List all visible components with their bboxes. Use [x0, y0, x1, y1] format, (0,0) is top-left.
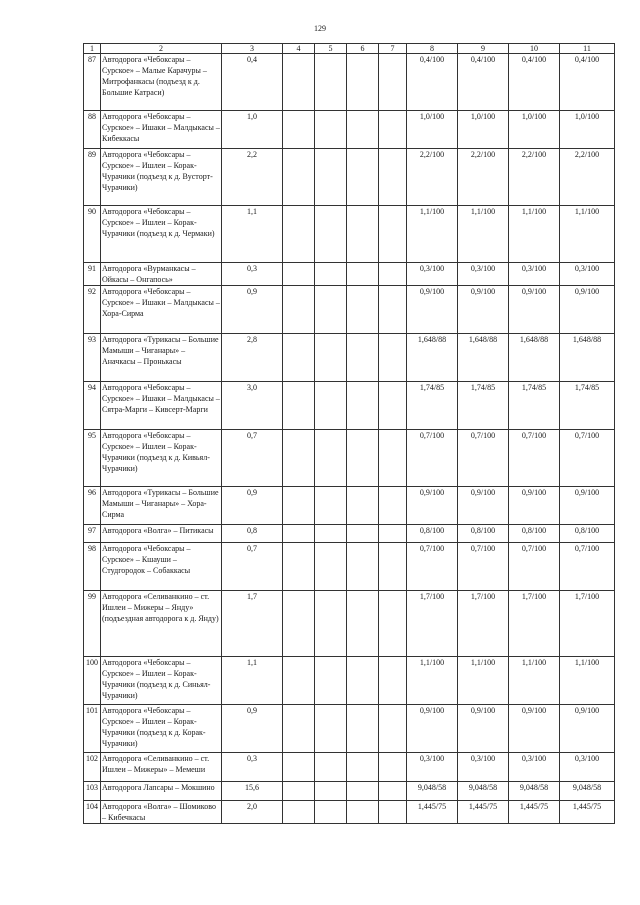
road-name: Автодорога «Чебоксары – Сурское» – Кшауши – Студгородок – Собаккасы — [101, 543, 222, 591]
cell-col-4 — [283, 487, 315, 525]
road-name: Автодорога «Турикасы – Большие Мамыши – Чиганары» – Аначкасы – Пронькасы — [101, 334, 222, 382]
cell-col-9: 1,7/100 — [458, 591, 509, 657]
cell-col-8: 0,7/100 — [407, 430, 458, 487]
table-row — [84, 111, 615, 149]
row-number: 88 — [84, 111, 101, 149]
cell-col-7 — [379, 487, 407, 525]
road-name: Автодорога «Чебоксары – Сурское» – Ишлеи – Корак-Чурачики (подъезд к д. Кивьял-Чурачики) — [101, 430, 222, 487]
cell-col-10: 1,648/88 — [509, 334, 560, 382]
cell-col-11: 0,9/100 — [560, 705, 615, 753]
cell-col-8: 0,7/100 — [407, 543, 458, 591]
cell-col-5 — [315, 263, 347, 286]
cell-col-9: 1,74/85 — [458, 382, 509, 430]
cell-col-6 — [347, 753, 379, 782]
row-number: 90 — [84, 206, 101, 263]
cell-col-5 — [315, 782, 347, 801]
table-row — [84, 487, 615, 525]
row-number: 96 — [84, 487, 101, 525]
cell-col-9: 0,9/100 — [458, 487, 509, 525]
cell-col-8: 1,648/88 — [407, 334, 458, 382]
cell-col-9: 0,3/100 — [458, 263, 509, 286]
table-row — [84, 54, 615, 111]
table-row — [84, 382, 615, 430]
cell-col-5 — [315, 430, 347, 487]
row-number: 95 — [84, 430, 101, 487]
row-number: 103 — [84, 782, 101, 801]
cell-col-8: 1,1/100 — [407, 206, 458, 263]
table-row — [84, 591, 615, 657]
cell-col-10: 1,1/100 — [509, 657, 560, 705]
cell-col-9: 2,2/100 — [458, 149, 509, 206]
column-header: 1 — [84, 44, 101, 54]
cell-col-8: 0,9/100 — [407, 487, 458, 525]
road-length: 0,3 — [222, 263, 283, 286]
cell-col-7 — [379, 334, 407, 382]
cell-col-6 — [347, 782, 379, 801]
table-row — [84, 525, 615, 543]
cell-col-7 — [379, 286, 407, 334]
road-length: 2,0 — [222, 801, 283, 824]
cell-col-4 — [283, 286, 315, 334]
cell-col-11: 1,0/100 — [560, 111, 615, 149]
column-header: 9 — [458, 44, 509, 54]
cell-col-11: 0,7/100 — [560, 430, 615, 487]
table-row — [84, 753, 615, 782]
row-number: 91 — [84, 263, 101, 286]
cell-col-10: 0,7/100 — [509, 543, 560, 591]
cell-col-4 — [283, 111, 315, 149]
cell-col-11: 1,1/100 — [560, 206, 615, 263]
cell-col-9: 0,3/100 — [458, 753, 509, 782]
column-header: 10 — [509, 44, 560, 54]
cell-col-7 — [379, 543, 407, 591]
cell-col-11: 0,3/100 — [560, 263, 615, 286]
table-row — [84, 286, 615, 334]
cell-col-11: 9,048/58 — [560, 782, 615, 801]
cell-col-7 — [379, 54, 407, 111]
cell-col-7 — [379, 705, 407, 753]
cell-col-8: 0,9/100 — [407, 286, 458, 334]
cell-col-5 — [315, 591, 347, 657]
cell-col-4 — [283, 334, 315, 382]
cell-col-5 — [315, 382, 347, 430]
cell-col-11: 0,3/100 — [560, 753, 615, 782]
cell-col-5 — [315, 705, 347, 753]
road-length: 0,7 — [222, 430, 283, 487]
table-row — [84, 782, 615, 801]
cell-col-8: 1,7/100 — [407, 591, 458, 657]
road-length: 1,0 — [222, 111, 283, 149]
cell-col-4 — [283, 543, 315, 591]
cell-col-4 — [283, 657, 315, 705]
cell-col-6 — [347, 801, 379, 824]
cell-col-6 — [347, 54, 379, 111]
cell-col-7 — [379, 525, 407, 543]
row-number: 97 — [84, 525, 101, 543]
cell-col-4 — [283, 705, 315, 753]
road-length: 2,2 — [222, 149, 283, 206]
cell-col-11: 0,9/100 — [560, 286, 615, 334]
cell-col-11: 0,4/100 — [560, 54, 615, 111]
cell-col-10: 0,8/100 — [509, 525, 560, 543]
table-row — [84, 801, 615, 824]
column-header: 8 — [407, 44, 458, 54]
cell-col-7 — [379, 753, 407, 782]
cell-col-6 — [347, 206, 379, 263]
road-length: 0,4 — [222, 54, 283, 111]
road-name: Автодорога «Вурманкасы – Ойкасы – Онгапось» — [101, 263, 222, 286]
cell-col-8: 0,3/100 — [407, 263, 458, 286]
row-number: 100 — [84, 657, 101, 705]
cell-col-10: 0,4/100 — [509, 54, 560, 111]
column-header: 2 — [101, 44, 222, 54]
cell-col-11: 1,445/75 — [560, 801, 615, 824]
cell-col-7 — [379, 206, 407, 263]
row-number: 89 — [84, 149, 101, 206]
row-number: 92 — [84, 286, 101, 334]
cell-col-7 — [379, 382, 407, 430]
cell-col-10: 1,7/100 — [509, 591, 560, 657]
cell-col-7 — [379, 111, 407, 149]
table-row — [84, 149, 615, 206]
cell-col-9: 0,8/100 — [458, 525, 509, 543]
road-name: Автодорога «Чебоксары – Сурское» – Ишлеи – Корак-Чурачики (подъезд к д. Вусторт-Чурачики) — [101, 149, 222, 206]
table-row — [84, 657, 615, 705]
road-length: 2,8 — [222, 334, 283, 382]
road-name: Автодорога «Чебоксары – Сурское» – Ишлеи – Корак-Чурачики (подъезд к д. Чермаки) — [101, 206, 222, 263]
cell-col-9: 0,9/100 — [458, 286, 509, 334]
table-row — [84, 206, 615, 263]
cell-col-8: 0,9/100 — [407, 705, 458, 753]
cell-col-8: 1,74/85 — [407, 382, 458, 430]
column-header: 7 — [379, 44, 407, 54]
cell-col-6 — [347, 487, 379, 525]
road-length: 0,8 — [222, 525, 283, 543]
road-length: 1,1 — [222, 657, 283, 705]
cell-col-9: 0,9/100 — [458, 705, 509, 753]
road-length: 1,7 — [222, 591, 283, 657]
cell-col-5 — [315, 801, 347, 824]
road-name: Автодорога «Чебоксары – Сурское» – Ишаки – Малдыкасы – Кибеккасы — [101, 111, 222, 149]
table-row — [84, 430, 615, 487]
cell-col-6 — [347, 591, 379, 657]
table-row — [84, 263, 615, 286]
road-name: Автодорога «Турикасы – Большие Мамыши – Чиганары» – Хора-Сирма — [101, 487, 222, 525]
cell-col-7 — [379, 782, 407, 801]
road-length: 0,3 — [222, 753, 283, 782]
cell-col-10: 1,0/100 — [509, 111, 560, 149]
row-number: 94 — [84, 382, 101, 430]
road-length: 0,7 — [222, 543, 283, 591]
row-number: 104 — [84, 801, 101, 824]
road-length: 3,0 — [222, 382, 283, 430]
road-name: Автодорога «Волга» – Питикасы — [101, 525, 222, 543]
road-name: Автодорога «Чебоксары – Сурское» – Ишлеи – Корак-Чурачики (подъезд к д. Корак-Чурачики) — [101, 705, 222, 753]
cell-col-4 — [283, 430, 315, 487]
cell-col-9: 1,648/88 — [458, 334, 509, 382]
cell-col-6 — [347, 149, 379, 206]
cell-col-6 — [347, 543, 379, 591]
table-row — [84, 705, 615, 753]
road-name: Автодорога Лапсары – Мокшино — [101, 782, 222, 801]
cell-col-6 — [347, 657, 379, 705]
cell-col-10: 0,9/100 — [509, 487, 560, 525]
cell-col-9: 9,048/58 — [458, 782, 509, 801]
cell-col-8: 0,4/100 — [407, 54, 458, 111]
cell-col-10: 0,7/100 — [509, 430, 560, 487]
cell-col-10: 1,1/100 — [509, 206, 560, 263]
cell-col-5 — [315, 753, 347, 782]
cell-col-9: 0,7/100 — [458, 543, 509, 591]
cell-col-6 — [347, 263, 379, 286]
cell-col-9: 1,1/100 — [458, 657, 509, 705]
table-header-row — [84, 44, 615, 54]
cell-col-11: 1,1/100 — [560, 657, 615, 705]
column-header: 3 — [222, 44, 283, 54]
cell-col-8: 0,3/100 — [407, 753, 458, 782]
road-name: Автодорога «Чебоксары – Сурское» – Малые Карачуры – Митрофанкасы (подъезд к д. Большие Катраси) — [101, 54, 222, 111]
cell-col-4 — [283, 54, 315, 111]
road-name: Автодорога «Чебоксары – Сурское» – Ишаки – Малдыкасы – Хора-Сирма — [101, 286, 222, 334]
cell-col-4 — [283, 525, 315, 543]
table-body — [84, 44, 615, 824]
cell-col-10: 0,3/100 — [509, 753, 560, 782]
cell-col-7 — [379, 263, 407, 286]
cell-col-6 — [347, 430, 379, 487]
cell-col-10: 0,3/100 — [509, 263, 560, 286]
cell-col-9: 0,4/100 — [458, 54, 509, 111]
table-row — [84, 334, 615, 382]
cell-col-8: 0,8/100 — [407, 525, 458, 543]
cell-col-11: 0,8/100 — [560, 525, 615, 543]
road-length: 15,6 — [222, 782, 283, 801]
cell-col-5 — [315, 334, 347, 382]
cell-col-10: 2,2/100 — [509, 149, 560, 206]
cell-col-4 — [283, 149, 315, 206]
cell-col-7 — [379, 149, 407, 206]
cell-col-11: 1,74/85 — [560, 382, 615, 430]
column-header: 6 — [347, 44, 379, 54]
row-number: 98 — [84, 543, 101, 591]
cell-col-4 — [283, 591, 315, 657]
cell-col-9: 1,445/75 — [458, 801, 509, 824]
road-name: Автодорога «Селиванкино – ст. Ишлеи – Мижеры – Янду» (подъездная автодорога к д. Янду) — [101, 591, 222, 657]
cell-col-5 — [315, 543, 347, 591]
cell-col-8: 9,048/58 — [407, 782, 458, 801]
cell-col-6 — [347, 286, 379, 334]
cell-col-5 — [315, 54, 347, 111]
row-number: 93 — [84, 334, 101, 382]
cell-col-6 — [347, 334, 379, 382]
road-name: Автодорога «Чебоксары – Сурское» – Ишлеи – Корак-Чурачики (подъезд к д. Синьял-Чурачики) — [101, 657, 222, 705]
cell-col-8: 1,1/100 — [407, 657, 458, 705]
cell-col-5 — [315, 206, 347, 263]
road-name: Автодорога «Селиванкино – ст. Ишлеи – Мижеры» – Мемеши — [101, 753, 222, 782]
cell-col-4 — [283, 782, 315, 801]
page-number: 129 — [314, 24, 326, 33]
table-row — [84, 543, 615, 591]
cell-col-7 — [379, 591, 407, 657]
cell-col-11: 0,9/100 — [560, 487, 615, 525]
cell-col-6 — [347, 525, 379, 543]
cell-col-5 — [315, 111, 347, 149]
column-header: 4 — [283, 44, 315, 54]
row-number: 87 — [84, 54, 101, 111]
row-number: 99 — [84, 591, 101, 657]
cell-col-8: 1,445/75 — [407, 801, 458, 824]
cell-col-5 — [315, 149, 347, 206]
road-name: Автодорога «Чебоксары – Сурское» – Ишаки – Малдыкасы – Сятра-Марги – Кивсерт-Марги — [101, 382, 222, 430]
column-header: 11 — [560, 44, 615, 54]
cell-col-10: 1,445/75 — [509, 801, 560, 824]
row-number: 102 — [84, 753, 101, 782]
road-length: 0,9 — [222, 286, 283, 334]
road-length: 1,1 — [222, 206, 283, 263]
road-name: Автодорога «Волга» – Шомиково – Кибечкасы — [101, 801, 222, 824]
cell-col-6 — [347, 705, 379, 753]
cell-col-8: 1,0/100 — [407, 111, 458, 149]
cell-col-11: 1,648/88 — [560, 334, 615, 382]
cell-col-5 — [315, 657, 347, 705]
road-length: 0,9 — [222, 487, 283, 525]
cell-col-10: 9,048/58 — [509, 782, 560, 801]
cell-col-7 — [379, 430, 407, 487]
cell-col-4 — [283, 753, 315, 782]
column-header: 5 — [315, 44, 347, 54]
cell-col-5 — [315, 525, 347, 543]
road-length: 0,9 — [222, 705, 283, 753]
cell-col-9: 1,0/100 — [458, 111, 509, 149]
cell-col-4 — [283, 382, 315, 430]
cell-col-4 — [283, 263, 315, 286]
cell-col-7 — [379, 801, 407, 824]
cell-col-5 — [315, 487, 347, 525]
cell-col-4 — [283, 206, 315, 263]
cell-col-7 — [379, 657, 407, 705]
roads-table — [83, 43, 615, 824]
cell-col-8: 2,2/100 — [407, 149, 458, 206]
cell-col-10: 0,9/100 — [509, 286, 560, 334]
cell-col-11: 0,7/100 — [560, 543, 615, 591]
cell-col-11: 2,2/100 — [560, 149, 615, 206]
cell-col-4 — [283, 801, 315, 824]
cell-col-5 — [315, 286, 347, 334]
cell-col-10: 1,74/85 — [509, 382, 560, 430]
row-number: 101 — [84, 705, 101, 753]
cell-col-10: 0,9/100 — [509, 705, 560, 753]
cell-col-9: 0,7/100 — [458, 430, 509, 487]
cell-col-6 — [347, 382, 379, 430]
cell-col-6 — [347, 111, 379, 149]
cell-col-9: 1,1/100 — [458, 206, 509, 263]
cell-col-11: 1,7/100 — [560, 591, 615, 657]
